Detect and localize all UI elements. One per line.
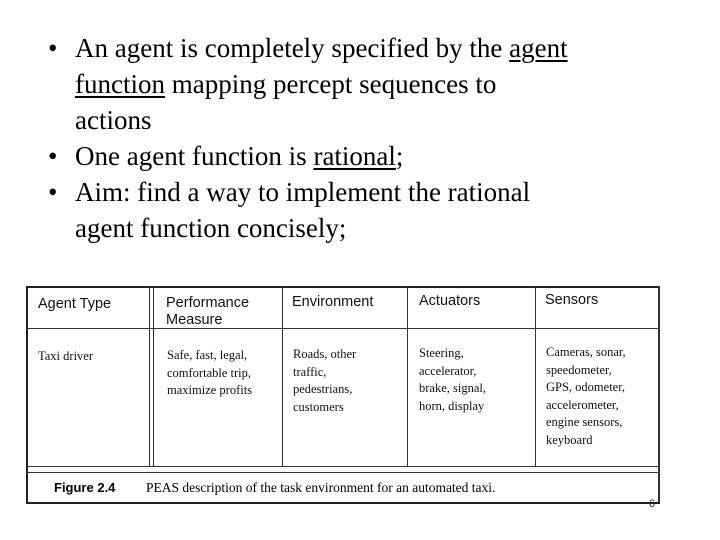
cell-line: speedometer,	[546, 362, 612, 377]
cell-agent-type	[38, 348, 93, 366]
figure-label: Figure 2.4	[54, 480, 116, 495]
header-performance-line2: Measure	[166, 312, 223, 328]
header-sensors: Sensors	[545, 292, 599, 308]
table-bottom-rule	[26, 466, 660, 467]
bullet-text: An agent is completely specified by the	[75, 33, 510, 63]
cell-environment	[293, 346, 356, 416]
bullet-text: actions	[75, 105, 152, 135]
cell-line: pedestrians,	[293, 382, 353, 396]
bullet-text: ;	[395, 141, 404, 171]
bullet-text: One agent function is	[75, 141, 314, 171]
cell-line: keyboard	[546, 432, 593, 447]
cell-line: brake, signal,	[419, 381, 486, 395]
bullet-list	[48, 30, 698, 246]
table-bottom-rule-double	[26, 472, 660, 473]
cell-line: horn, display	[419, 398, 485, 413]
bullet-text: Aim: find a way to implement the rational	[75, 177, 531, 207]
bullet-dot: •	[48, 141, 58, 171]
bullet-dot: •	[48, 33, 58, 63]
underlined-term: rational	[313, 141, 396, 171]
column-divider	[535, 286, 536, 466]
cell-line: customers	[293, 399, 344, 414]
cell-line: comfortable trip,	[167, 365, 251, 380]
cell-line: Cameras, sonar,	[546, 345, 626, 359]
cell-line: accelerator,	[419, 363, 477, 378]
cell-line: Roads, other	[293, 347, 357, 361]
header-divider	[26, 328, 660, 329]
cell-performance	[167, 347, 252, 400]
cell-sensors	[546, 344, 626, 449]
figure-caption-text: PEAS description of the task environment for an automated taxi.	[146, 480, 496, 495]
header-agent-type: Agent Type	[38, 296, 112, 312]
header-performance	[166, 295, 249, 329]
bullet-agent-function	[48, 30, 698, 138]
cell-actuators	[419, 345, 486, 415]
figure-border-top	[26, 286, 660, 288]
column-divider	[149, 286, 150, 466]
page-number: 6	[649, 498, 656, 510]
bullet-text: mapping percept sequences to	[164, 69, 497, 99]
cell-line: engine sensors,	[546, 415, 623, 429]
cell-line: Safe, fast, legal,	[167, 348, 248, 362]
column-divider-double	[153, 286, 154, 466]
bullet-aim	[48, 174, 698, 246]
header-actuators: Actuators	[419, 293, 481, 309]
cell-line: Steering,	[419, 346, 464, 360]
cell-line: Taxi driver	[38, 349, 94, 363]
underlined-term: function	[75, 69, 165, 99]
cell-line: maximize profits	[167, 383, 253, 397]
cell-line: accelerometer,	[546, 397, 619, 412]
bullet-dot: •	[48, 177, 58, 207]
header-performance-line1: Performance	[166, 295, 250, 311]
peas-figure	[26, 286, 660, 504]
figure-border-bottom	[26, 502, 660, 504]
header-environment: Environment	[292, 294, 374, 310]
column-divider	[282, 286, 283, 466]
bullet-text: agent function concisely;	[75, 213, 347, 243]
bullet-rational	[48, 138, 698, 174]
column-divider	[407, 286, 408, 466]
underlined-term: agent	[509, 33, 568, 63]
cell-line: GPS, odometer,	[546, 380, 626, 394]
cell-line: traffic,	[293, 364, 327, 379]
